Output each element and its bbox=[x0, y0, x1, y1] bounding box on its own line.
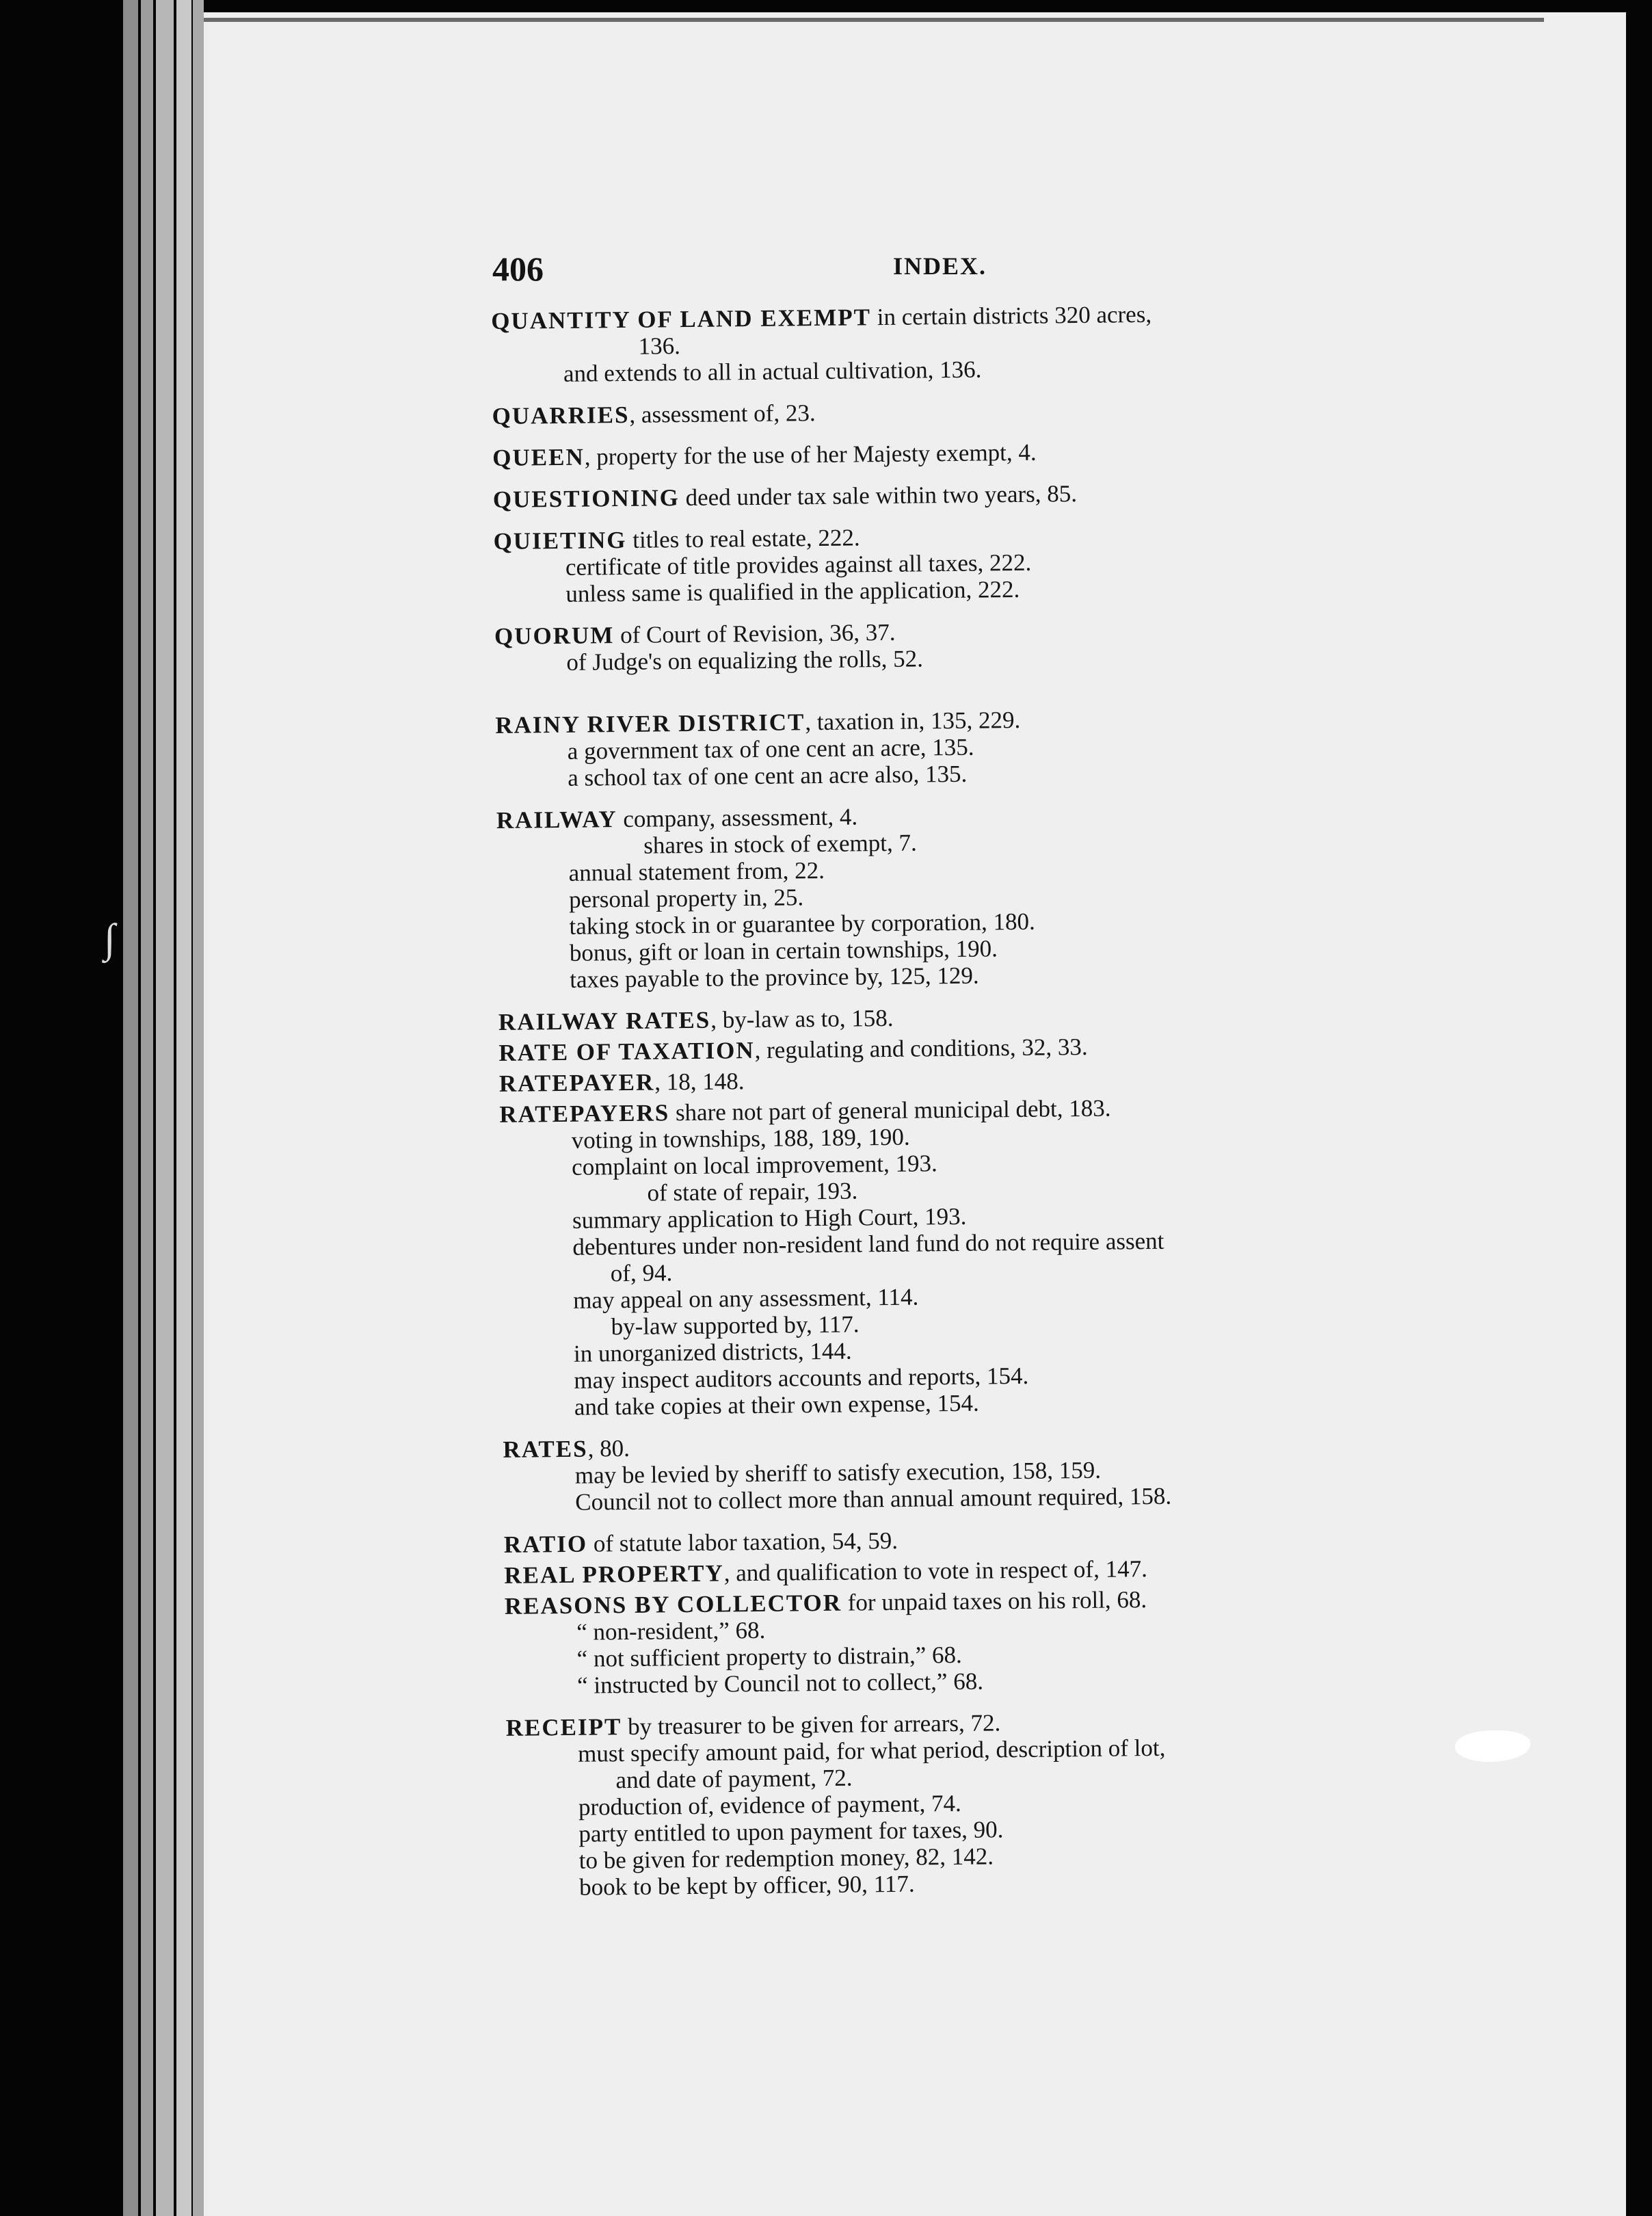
sub-entry: to be given for redemption money, 82, 142. bbox=[578, 1843, 994, 1874]
entry-text: of Court of Revision, 36, 37. bbox=[614, 618, 896, 649]
sub-entry: “ not sufficient property to distrain,” 68. bbox=[576, 1641, 962, 1672]
entry-text: , regulating and conditions, 32, 33. bbox=[754, 1033, 1088, 1064]
sub-entry: unless same is qualified in the application, 222. bbox=[565, 575, 1020, 607]
top-rule bbox=[204, 18, 1544, 22]
entry-headword: RATE OF TAXATION bbox=[498, 1037, 755, 1066]
entry-text: titles to real estate, 222. bbox=[626, 524, 860, 553]
sub-entry: summary application to High Court, 193. bbox=[572, 1202, 967, 1234]
sub-entry: Council not to collect more than annual amount required, 158. bbox=[575, 1482, 1172, 1516]
entry-text: company, assessment, 4. bbox=[617, 803, 858, 833]
index-entry bbox=[494, 611, 1616, 676]
sub-entry: and extends to all in actual cultivation, 136. bbox=[563, 356, 982, 387]
margin-mark: ∫ bbox=[104, 916, 116, 961]
sub-entry: taking stock in or guarantee by corporation, 180. bbox=[569, 908, 1035, 940]
entry-headword: RAINY RIVER DISTRICT bbox=[495, 709, 805, 739]
entry-headword: QUESTIONING bbox=[492, 484, 680, 513]
entry-text: , and qualification to vote in respect of, 147. bbox=[723, 1555, 1148, 1587]
entry-text: for unpaid taxes on his roll, 68. bbox=[841, 1586, 1147, 1616]
running-head bbox=[204, 249, 1626, 290]
entry-headword: RAILWAY bbox=[496, 806, 617, 834]
entry-headword: RECEIPT bbox=[505, 1713, 622, 1741]
sub-entry: voting in townships, 188, 189, 190. bbox=[571, 1123, 910, 1154]
page-edge bbox=[156, 0, 174, 2216]
sub-entry: “ non-resident,” 68. bbox=[576, 1616, 766, 1646]
index-entry bbox=[493, 475, 1614, 513]
entry-text: , property for the use of her Majesty exempt, 4. bbox=[584, 438, 1037, 471]
entry-headword: QUEEN bbox=[492, 443, 585, 471]
index-entry bbox=[492, 391, 1613, 430]
sub-entry: bonus, gift or loan in certain townships, 190. bbox=[569, 935, 998, 966]
sub-entry: production of, evidence of payment, 74. bbox=[578, 1789, 961, 1821]
entry-text: , by-law as to, 158. bbox=[710, 1004, 894, 1033]
entry-headword: QUANTITY OF LAND EXEMPT bbox=[491, 304, 872, 334]
index-entry bbox=[496, 795, 1620, 994]
sub-entry: must specify amount paid, for what period, description of lot, bbox=[577, 1734, 1166, 1767]
sub-entry: taxes payable to the province by, 125, 129. bbox=[570, 962, 979, 993]
sub-entry: a government tax of one cent an acre, 135. bbox=[567, 733, 974, 765]
sub-entry: complaint on local improvement, 193. bbox=[571, 1150, 937, 1180]
index-entry bbox=[499, 1090, 1624, 1421]
sub-entry: by-law supported by, 117. bbox=[611, 1310, 860, 1341]
index-entry bbox=[505, 1581, 1627, 1700]
page-edge bbox=[141, 0, 153, 2216]
sub-entry: “ instructed by Council not to collect,” 68. bbox=[576, 1667, 984, 1699]
index-entry bbox=[503, 1425, 1625, 1516]
index-entry bbox=[491, 296, 1613, 388]
index-entry bbox=[493, 516, 1615, 608]
sub-entry: may be levied by sheriff to satisfy execution, 158, 159. bbox=[574, 1456, 1102, 1489]
sub-entry: and take copies at their own expense, 154. bbox=[574, 1389, 979, 1421]
sub-entry: personal property in, 25. bbox=[568, 884, 804, 913]
entry-text: , 18, 148. bbox=[654, 1068, 745, 1096]
sub-entry: of Judge's on equalizing the rolls, 52. bbox=[566, 645, 924, 676]
page-edge bbox=[176, 0, 191, 2216]
sub-entry: in unorganized districts, 144. bbox=[573, 1337, 852, 1367]
entry-text: , 80. bbox=[587, 1434, 630, 1462]
sub-entry: annual statement from, 22. bbox=[568, 856, 825, 886]
index-entry bbox=[492, 433, 1614, 471]
entry-headword: QUIETING bbox=[493, 526, 627, 555]
entry-headword: QUARRIES bbox=[492, 401, 630, 430]
page-edge bbox=[193, 0, 204, 2216]
running-title: INDEX. bbox=[893, 252, 987, 280]
entry-headword: RAILWAY RATES bbox=[498, 1006, 711, 1036]
index-entry bbox=[506, 1703, 1629, 1901]
sub-entry: a school tax of one cent an acre also, 135. bbox=[567, 760, 968, 791]
sub-entry: debentures under non-resident land fund do not require assent bbox=[572, 1227, 1164, 1261]
entry-headword: REASONS BY COLLECTOR bbox=[504, 1589, 842, 1620]
sub-entry: of state of repair, 193. bbox=[647, 1177, 858, 1206]
sub-entry: shares in stock of exempt, 7. bbox=[643, 829, 917, 859]
entry-text: deed under tax sale within two years, 85. bbox=[679, 480, 1078, 512]
sub-entry: may appeal on any assessment, 114. bbox=[573, 1283, 919, 1314]
sub-entry: of, 94. bbox=[610, 1259, 673, 1287]
entry-text: of statute labor taxation, 54, 59. bbox=[587, 1527, 898, 1557]
entry-text: share not part of general municipal debt, 183. bbox=[669, 1094, 1111, 1126]
entry-headword: RATES bbox=[503, 1435, 588, 1463]
entry-text: in certain districts 320 acres, bbox=[870, 300, 1152, 331]
index-entries bbox=[491, 296, 1629, 1916]
entry-text: , taxation in, 135, 229. bbox=[805, 706, 1021, 736]
page-number: 406 bbox=[492, 250, 544, 288]
entry-text: by treasurer to be given for arrears, 72. bbox=[622, 1709, 1001, 1741]
index-entry bbox=[495, 700, 1617, 792]
entry-headword: RATEPAYERS bbox=[499, 1099, 670, 1128]
entry-headword: REAL PROPERTY bbox=[504, 1559, 724, 1589]
sub-entry: book to be kept by officer, 90, 117. bbox=[578, 1870, 915, 1901]
sub-entry: may inspect auditors accounts and reports, 154. bbox=[574, 1362, 1029, 1394]
book-page bbox=[204, 12, 1626, 2216]
entry-headword: RATEPAYER bbox=[498, 1068, 655, 1097]
sub-entry: and date of payment, 72. bbox=[615, 1764, 853, 1794]
sub-entry: party entitled to upon payment for taxes, 90. bbox=[578, 1816, 1004, 1847]
page-edge bbox=[123, 0, 138, 2216]
entry-text: , assessment of, 23. bbox=[629, 399, 816, 428]
sub-entry: certificate of title provides against all taxes, 222. bbox=[565, 549, 1032, 581]
sub-entry: 136. bbox=[638, 332, 681, 360]
entry-headword: RATIO bbox=[503, 1530, 588, 1558]
entry-headword: QUORUM bbox=[494, 622, 615, 650]
